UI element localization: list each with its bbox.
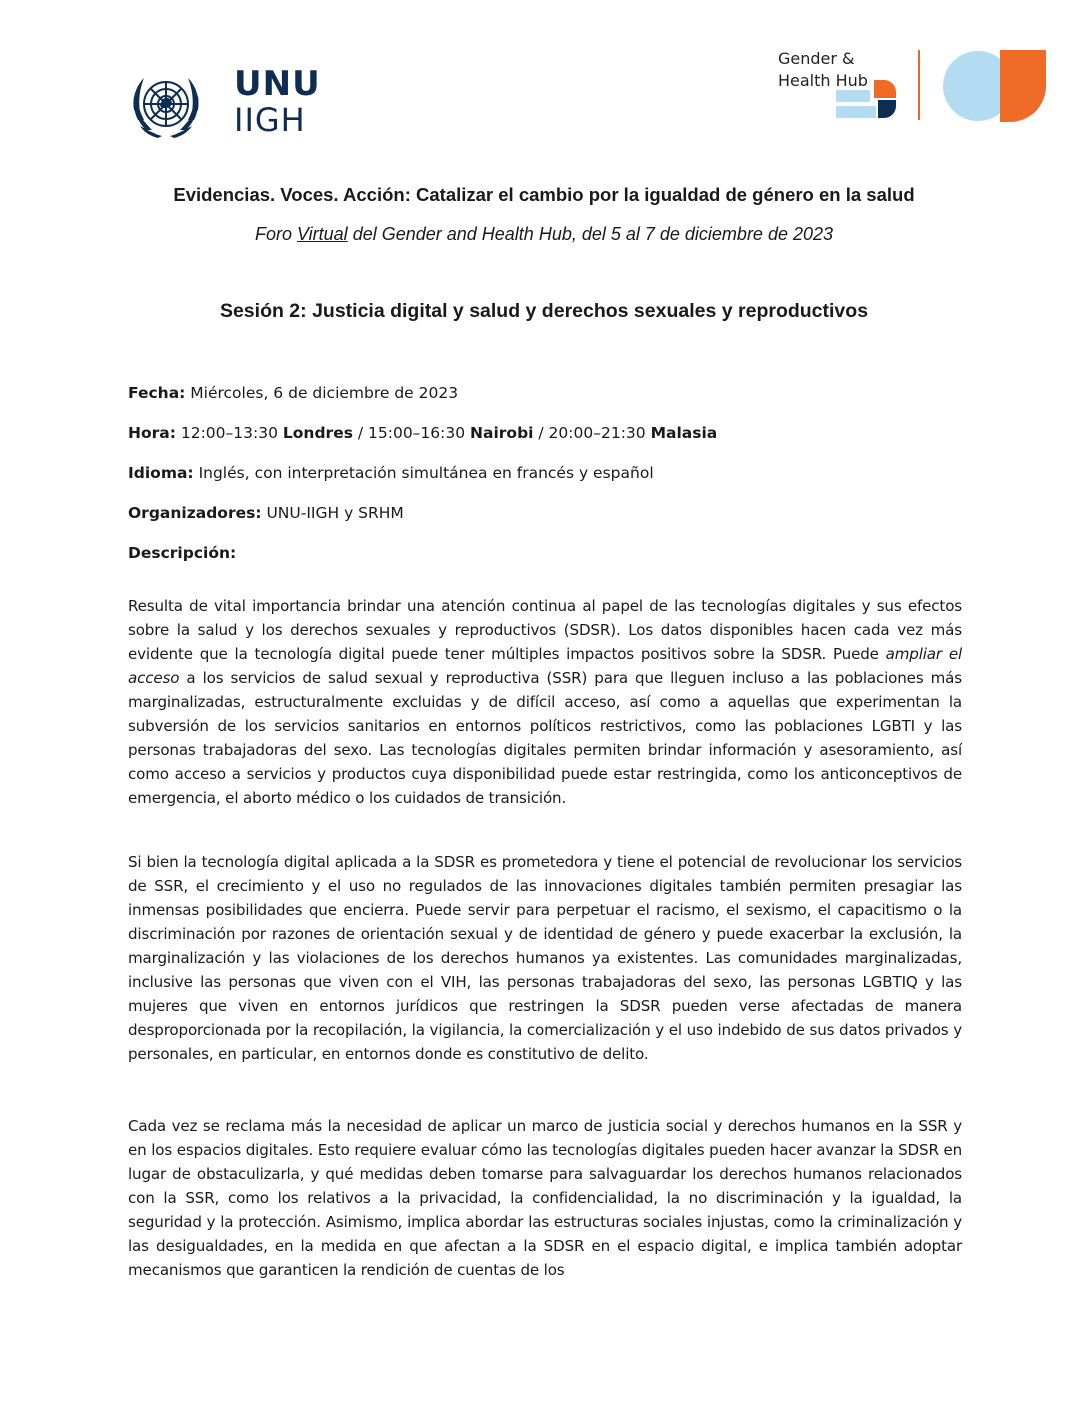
- subtitle-suffix: del Gender and Health Hub, del 5 al 7 de diciembre de 2023: [347, 224, 834, 244]
- unu-logo-text: UNU: [234, 64, 321, 104]
- gender-health-hub-logo: [776, 48, 1052, 124]
- paragraph-1-part-1: Resulta de vital importancia brindar una atención continua al papel de las tecnologías digitales y sus efectos sobre la salud y los derechos sexuales y reproductivos (SDSR). Los datos disponibles hacen cada vez más evidente que la tecnología digital puede tener múltiples impactos positivos sobre la SDSR. Puede: [128, 597, 962, 663]
- unu-iigh-logo: [126, 64, 326, 144]
- paragraph-1-part-2: a los servicios de salud sexual y reproductiva (SSR) para que lleguen incluso a las poblaciones más marginalizadas, estructuralmente excluidas y de difícil acceso, así como a aquellas que experimentan la subversión de los servicios sanitarios en entornos políticos restrictivos, como las poblaciones LGBTI y las personas trabajadoras del sexo. Las tecnologías digitales permiten brindar información y asesoramiento, así como acceso a servicios y productos cuya disponibilidad puede estar restringida, como los anticonceptivos de emergencia, el aborto médico o los cuidados de transición.: [128, 669, 962, 807]
- paragraph-3: Cada vez se reclama más la necesidad de aplicar un marco de justicia social y derechos humanos en la SSR y en los espacios digitales. Esto requiere evaluar cómo las tecnologías digitales pueden hacer avanzar la SDSR en lugar de obstaculizarla, y qué medidas deben tomarse para salvaguardar los derechos humanos relacionados con la SSR, como los relativos a la privacidad, la confidencialidad, la no discriminación y la igualdad, la seguridad y la protección. Asimismo, implica abordar las estructuras sociales injustas, como la criminalización y las desigualdades, en la medida en que afectan a la SDSR en el espacio digital, e implica también adoptar mecanismos que garanticen la rendición de cuentas de los: [128, 1117, 962, 1279]
- meta-hora-time-1: 12:00–13:30: [175, 424, 283, 442]
- hub-logo-circles-icon: [942, 50, 1052, 122]
- meta-hora-time-3: / 20:00–21:30: [533, 424, 651, 442]
- meta-idioma-label: Idioma:: [128, 464, 194, 482]
- un-emblem-icon: [126, 64, 206, 144]
- meta-hora-time-2: / 15:00–16:30: [352, 424, 471, 442]
- session-title: Sesión 2: Justicia digital y salud y derechos sexuales y reproductivos: [219, 300, 869, 322]
- meta-organizadores: [128, 502, 404, 524]
- document-subtitle: [0, 224, 1088, 245]
- meta-organizadores-value: UNU-IIGH y SRHM: [261, 504, 404, 522]
- meta-fecha: [128, 382, 458, 404]
- paragraph-1-italic: ampliar el acceso: [128, 645, 963, 687]
- meta-hora-city-3: Malasia: [650, 424, 718, 442]
- meta-idioma: [128, 462, 654, 484]
- meta-descripcion-label: Descripción:: [128, 544, 237, 562]
- hub-logo-shapes-icon: [836, 78, 898, 122]
- meta-hora-city-2: Nairobi: [470, 424, 534, 442]
- subtitle-prefix: Foro: [254, 224, 297, 244]
- meta-fecha-value: Miércoles, 6 de diciembre de 2023: [185, 384, 459, 402]
- meta-idioma-value: Inglés, con interpretación simultánea en francés y español: [193, 464, 654, 482]
- meta-hora-city-1: Londres: [282, 424, 353, 442]
- document-title: Evidencias. Voces. Acción: Catalizar el cambio por la igualdad de género en la salud: [173, 184, 915, 205]
- paragraph-2: Si bien la tecnología digital aplicada a la SDSR es prometedora y tiene el potencial de revolucionar los servicios de SSR, el crecimiento y el uso no regulados de las innovaciones digitales también permiten presagiar las inmensas posibilidades que encierra. Puede servir para perpetuar el racismo, el sexismo, el capacitismo o la discriminación por razones de orientación sexual y de identidad de género y puede exacerbar la exclusión, la marginalización y las violaciones de los derechos humanos ya existentes. Las comunidades marginalizadas, inclusive las personas que viven con el VIH, las personas trabajadoras del sexo, las personas LGBTIQ y las mujeres que viven en entornos jurídicos que restringen la SDSR pueden verse afectadas de manera desproporcionada por la recopilación, la vigilancia, la comercialización y el uso indebido de sus datos privados y personales, en particular, en entornos donde es constitutivo de delito.: [128, 853, 962, 1063]
- meta-hora: [128, 422, 717, 444]
- subtitle-underlined: Virtual: [296, 224, 348, 244]
- meta-organizadores-label: Organizadores:: [128, 504, 262, 522]
- hub-logo-text: Gender & Health Hub: [778, 49, 868, 90]
- hub-logo-separator: [918, 50, 920, 120]
- meta-descripcion: [128, 542, 236, 564]
- meta-hora-label: Hora:: [128, 424, 176, 442]
- iigh-logo-text: IIGH: [234, 101, 306, 139]
- paragraph-1: [128, 594, 962, 810]
- meta-fecha-label: Fecha:: [128, 384, 186, 402]
